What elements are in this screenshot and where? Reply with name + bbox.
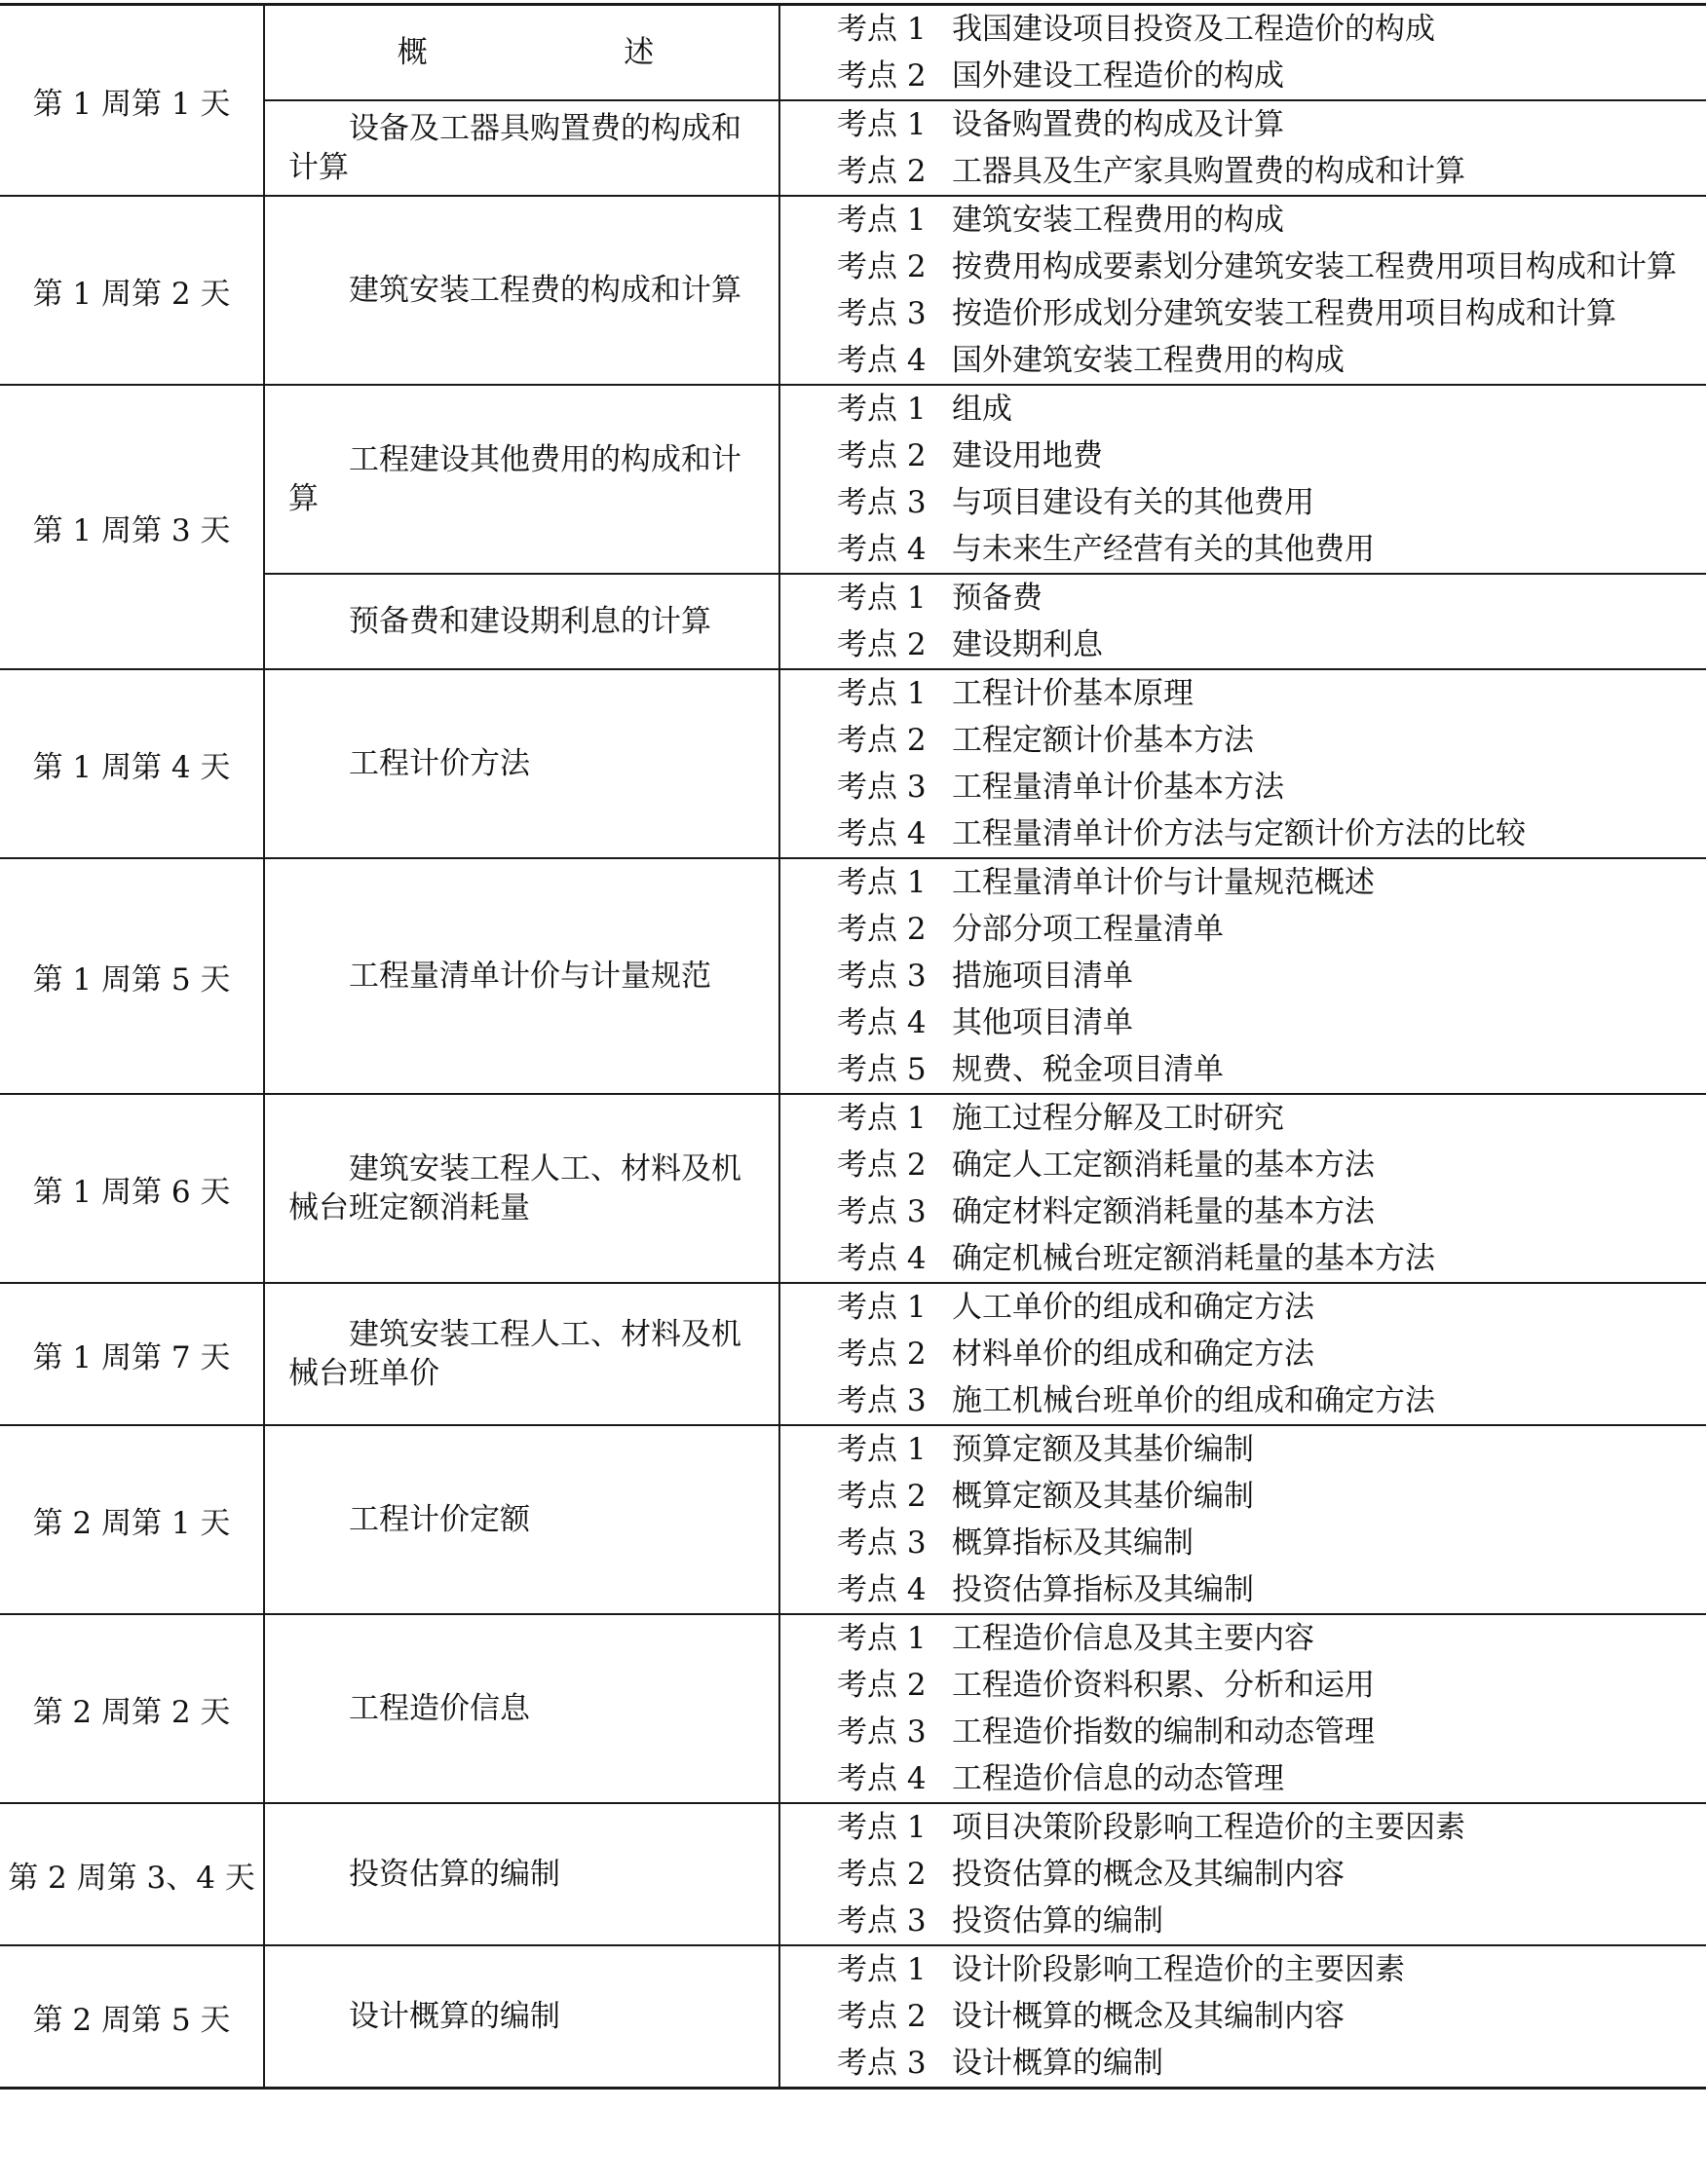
key-points-cell	[779, 858, 1706, 1094]
key-point-label: 考点 1	[837, 12, 927, 47]
key-point-item	[780, 53, 1706, 99]
key-point-item	[780, 1804, 1706, 1851]
key-point-text: 国外建筑安装工程费用的构成	[952, 343, 1345, 378]
table-row	[0, 1945, 1706, 2089]
key-point-text: 概算指标及其编制	[952, 1525, 1194, 1561]
key-point-label: 考点 1	[837, 865, 927, 900]
key-points-cell	[779, 1945, 1706, 2089]
key-point-item	[780, 1566, 1706, 1613]
key-point-label: 考点 3	[837, 1714, 927, 1750]
key-point-text: 投资估算指标及其编制	[952, 1572, 1254, 1607]
key-point-item	[780, 1946, 1706, 1993]
topic-cell	[264, 1803, 779, 1945]
topic-cell	[264, 574, 779, 669]
key-point-label: 考点 2	[837, 1668, 927, 1703]
key-points-cell	[779, 1614, 1706, 1803]
key-point-item	[780, 1709, 1706, 1755]
key-point-text: 概算定额及其基价编制	[952, 1479, 1254, 1514]
key-point-item	[780, 1142, 1706, 1188]
key-points-cell	[779, 5, 1706, 101]
key-point-label: 考点 2	[837, 249, 927, 284]
key-point-label: 考点 1	[837, 1810, 927, 1845]
key-point-text: 确定机械台班定额消耗量的基本方法	[952, 1241, 1435, 1276]
key-point-item	[780, 6, 1706, 53]
key-point-item	[780, 859, 1706, 906]
key-point-text: 我国建设项目投资及工程造价的构成	[952, 12, 1435, 47]
table-row	[0, 1283, 1706, 1425]
key-point-item	[780, 433, 1706, 479]
key-point-label: 考点 4	[837, 532, 927, 567]
topic-cell	[264, 100, 779, 196]
key-point-label: 考点 1	[837, 1290, 927, 1325]
key-point-text: 工程定额计价基本方法	[952, 723, 1254, 758]
key-point-label: 考点 3	[837, 959, 927, 994]
key-point-item	[780, 1377, 1706, 1424]
day-cell: 第 1 周第 6 天	[0, 1094, 264, 1283]
key-points-cell	[779, 100, 1706, 196]
key-point-text: 设计概算的编制	[952, 2046, 1163, 2081]
study-schedule-table	[0, 3, 1706, 2090]
key-point-item	[780, 575, 1706, 621]
key-point-item	[780, 906, 1706, 953]
key-point-label: 考点 3	[837, 296, 927, 331]
topic-cell	[264, 1614, 779, 1803]
key-point-text: 工器具及生产家具购置费的构成和计算	[952, 154, 1465, 189]
key-point-label: 考点 1	[837, 676, 927, 711]
topic-cell	[264, 669, 779, 858]
key-point-text: 材料单价的组成和确定方法	[952, 1337, 1314, 1372]
key-point-item	[780, 290, 1706, 337]
topic-title: 工程建设其他费用的构成和计算	[288, 442, 741, 516]
key-points-cell	[779, 1283, 1706, 1425]
key-point-label: 考点 2	[837, 723, 927, 758]
key-point-text: 施工机械台班单价的组成和确定方法	[952, 1383, 1435, 1418]
key-point-label: 考点 1	[837, 581, 927, 616]
table-row	[0, 1614, 1706, 1803]
topic-title: 设备及工器具购置费的构成和计算	[288, 111, 741, 185]
key-points-cell	[779, 669, 1706, 858]
day-cell: 第 2 周第 1 天	[0, 1425, 264, 1614]
key-point-item	[780, 2040, 1706, 2087]
key-point-item	[780, 1046, 1706, 1093]
day-cell: 第 1 周第 5 天	[0, 858, 264, 1094]
key-point-text: 确定材料定额消耗量的基本方法	[952, 1194, 1375, 1229]
key-point-text: 按造价形成划分建筑安装工程费用项目构成和计算	[952, 296, 1616, 331]
key-point-text: 与未来生产经营有关的其他费用	[952, 532, 1375, 567]
key-points-cell	[779, 1425, 1706, 1614]
key-point-text: 工程造价信息及其主要内容	[952, 1621, 1314, 1656]
key-point-label: 考点 2	[837, 1148, 927, 1183]
key-point-item	[780, 1235, 1706, 1282]
table-row	[0, 669, 1706, 858]
key-point-label: 考点 2	[837, 438, 927, 473]
day-cell: 第 2 周第 3、4 天	[0, 1803, 264, 1945]
key-point-label: 考点 1	[837, 1952, 927, 1987]
key-point-text: 投资估算的编制	[952, 1903, 1163, 1939]
key-point-item	[780, 953, 1706, 999]
key-point-label: 考点 2	[837, 1857, 927, 1892]
key-point-item	[780, 479, 1706, 526]
key-point-label: 考点 2	[837, 1337, 927, 1372]
key-point-item	[780, 1473, 1706, 1520]
topic-title: 工程计价方法	[349, 746, 530, 781]
day-cell: 第 1 周第 4 天	[0, 669, 264, 858]
topic-title: 建筑安装工程人工、材料及机械台班定额消耗量	[288, 1151, 741, 1225]
key-point-item	[780, 1426, 1706, 1473]
key-points-cell	[779, 385, 1706, 574]
key-point-text: 工程量清单计价与计量规范概述	[952, 865, 1375, 900]
key-point-text: 投资估算的概念及其编制内容	[952, 1857, 1345, 1892]
topic-cell	[264, 385, 779, 574]
key-point-item	[780, 337, 1706, 384]
key-point-label: 考点 1	[837, 107, 927, 142]
topic-title: 设计概算的编制	[349, 1999, 560, 2034]
key-point-text: 确定人工定额消耗量的基本方法	[952, 1148, 1375, 1183]
key-point-item	[780, 1520, 1706, 1566]
topic-title: 概 述	[397, 35, 700, 70]
key-point-label: 考点 3	[837, 1525, 927, 1561]
key-point-label: 考点 2	[837, 58, 927, 94]
key-point-label: 考点 3	[837, 770, 927, 805]
key-point-label: 考点 4	[837, 1761, 927, 1796]
key-point-item	[780, 1284, 1706, 1331]
key-point-label: 考点 1	[837, 203, 927, 238]
topic-cell	[264, 1283, 779, 1425]
key-point-item	[780, 1615, 1706, 1662]
day-cell: 第 1 周第 1 天	[0, 5, 264, 197]
key-point-label: 考点 3	[837, 1383, 927, 1418]
key-point-label: 考点 1	[837, 1621, 927, 1656]
key-point-text: 人工单价的组成和确定方法	[952, 1290, 1314, 1325]
key-point-label: 考点 4	[837, 1572, 927, 1607]
topic-title: 工程造价信息	[349, 1691, 530, 1726]
key-point-item	[780, 717, 1706, 764]
table-row	[0, 858, 1706, 1094]
key-point-text: 措施项目清单	[952, 959, 1133, 994]
key-point-text: 工程量清单计价基本方法	[952, 770, 1284, 805]
day-cell: 第 1 周第 3 天	[0, 385, 264, 669]
key-point-item	[780, 1331, 1706, 1377]
key-point-text: 施工过程分解及工时研究	[952, 1101, 1284, 1136]
key-point-text: 工程造价指数的编制和动态管理	[952, 1714, 1375, 1750]
table-row	[0, 1094, 1706, 1283]
key-point-item	[780, 999, 1706, 1046]
key-point-text: 设备购置费的构成及计算	[952, 107, 1284, 142]
key-point-text: 国外建设工程造价的构成	[952, 58, 1284, 94]
key-point-text: 预算定额及其基价编制	[952, 1432, 1254, 1467]
key-point-label: 考点 2	[837, 1999, 927, 2034]
key-point-label: 考点 4	[837, 1005, 927, 1040]
table-row	[0, 1803, 1706, 1945]
key-point-text: 规费、税金项目清单	[952, 1052, 1224, 1087]
key-points-cell	[779, 1803, 1706, 1945]
key-point-label: 考点 1	[837, 1432, 927, 1467]
topic-cell	[264, 5, 779, 101]
key-point-item	[780, 386, 1706, 433]
key-point-text: 其他项目清单	[952, 1005, 1133, 1040]
key-point-text: 组成	[952, 392, 1012, 427]
key-point-label: 考点 3	[837, 485, 927, 520]
topic-title: 建筑安装工程费的构成和计算	[349, 273, 741, 308]
key-point-label: 考点 2	[837, 627, 927, 662]
key-point-text: 按费用构成要素划分建筑安装工程费用项目构成和计算	[952, 249, 1677, 284]
key-point-item	[780, 621, 1706, 668]
key-point-item	[780, 1993, 1706, 2040]
key-point-text: 工程计价基本原理	[952, 676, 1194, 711]
key-point-item	[780, 101, 1706, 148]
key-point-label: 考点 4	[837, 816, 927, 851]
key-point-label: 考点 2	[837, 912, 927, 947]
key-point-label: 考点 3	[837, 1903, 927, 1939]
key-point-item	[780, 1755, 1706, 1802]
key-point-item	[780, 810, 1706, 857]
key-point-item	[780, 1188, 1706, 1235]
key-point-label: 考点 1	[837, 1101, 927, 1136]
key-point-item	[780, 197, 1706, 244]
key-point-item	[780, 670, 1706, 717]
key-points-cell	[779, 196, 1706, 385]
key-point-item	[780, 1095, 1706, 1142]
key-point-item	[780, 148, 1706, 195]
key-point-item	[780, 1851, 1706, 1898]
key-point-label: 考点 2	[837, 1479, 927, 1514]
topic-cell	[264, 196, 779, 385]
key-point-text: 设计概算的概念及其编制内容	[952, 1999, 1345, 2034]
key-point-text: 工程造价资料积累、分析和运用	[952, 1668, 1375, 1703]
key-points-cell	[779, 1094, 1706, 1283]
key-point-text: 设计阶段影响工程造价的主要因素	[952, 1952, 1405, 1987]
key-point-label: 考点 2	[837, 154, 927, 189]
topic-title: 投资估算的编制	[349, 1857, 560, 1892]
key-point-text: 与项目建设有关的其他费用	[952, 485, 1314, 520]
table-row	[0, 385, 1706, 574]
topic-title: 建筑安装工程人工、材料及机械台班单价	[288, 1317, 741, 1391]
topic-cell	[264, 1094, 779, 1283]
table-row	[0, 5, 1706, 101]
key-point-item	[780, 526, 1706, 573]
key-point-item	[780, 1662, 1706, 1709]
day-cell: 第 2 周第 5 天	[0, 1945, 264, 2089]
key-point-text: 分部分项工程量清单	[952, 912, 1224, 947]
key-point-item	[780, 244, 1706, 290]
key-point-label: 考点 4	[837, 1241, 927, 1276]
topic-title: 工程计价定额	[349, 1502, 530, 1537]
topic-title: 预备费和建设期利息的计算	[349, 604, 711, 639]
key-point-text: 预备费	[952, 581, 1043, 616]
key-point-text: 项目决策阶段影响工程造价的主要因素	[952, 1810, 1465, 1845]
topic-cell	[264, 1425, 779, 1614]
key-point-text: 建筑安装工程费用的构成	[952, 203, 1284, 238]
key-point-text: 建设期利息	[952, 627, 1103, 662]
table-row	[0, 1425, 1706, 1614]
key-point-item	[780, 764, 1706, 810]
key-point-text: 建设用地费	[952, 438, 1103, 473]
key-point-label: 考点 5	[837, 1052, 927, 1087]
topic-title: 工程量清单计价与计量规范	[349, 959, 711, 994]
key-point-label: 考点 1	[837, 392, 927, 427]
day-cell: 第 1 周第 7 天	[0, 1283, 264, 1425]
key-point-label: 考点 3	[837, 1194, 927, 1229]
key-point-label: 考点 3	[837, 2046, 927, 2081]
key-point-text: 工程造价信息的动态管理	[952, 1761, 1284, 1796]
day-cell: 第 1 周第 2 天	[0, 196, 264, 385]
day-cell: 第 2 周第 2 天	[0, 1614, 264, 1803]
topic-cell	[264, 858, 779, 1094]
table-row	[0, 196, 1706, 385]
key-point-text: 工程量清单计价方法与定额计价方法的比较	[952, 816, 1526, 851]
topic-cell	[264, 1945, 779, 2089]
key-points-cell	[779, 574, 1706, 669]
key-point-label: 考点 4	[837, 343, 927, 378]
key-point-item	[780, 1898, 1706, 1944]
schedule-body	[0, 5, 1706, 2089]
